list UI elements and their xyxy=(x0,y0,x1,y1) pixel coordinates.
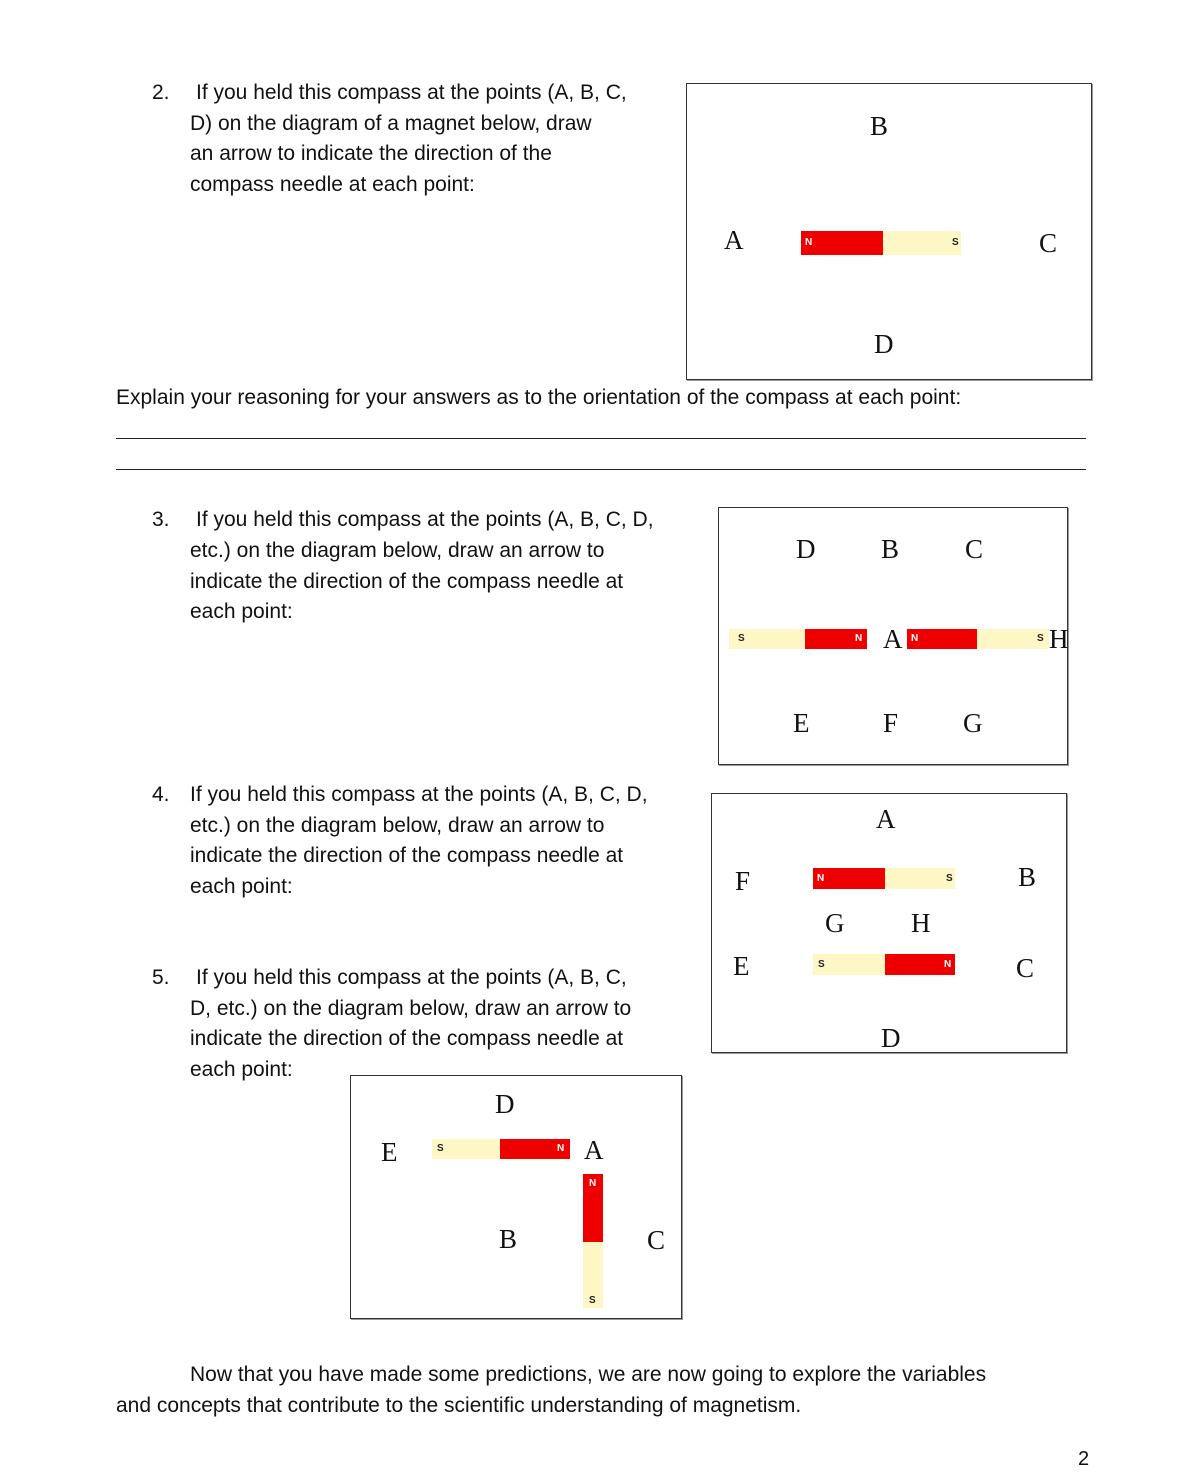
question-2-line-1: If you held this compass at the points (A, B, C, xyxy=(196,81,627,104)
question-5-number: 5. xyxy=(152,966,170,989)
question-4-line-1: If you held this compass at the points (A, B, C, D, xyxy=(190,783,648,806)
north-pole-label: N xyxy=(589,1178,597,1189)
question-2-number: 2. xyxy=(152,81,170,104)
point-a-label: A xyxy=(584,1135,604,1165)
south-pole-label: S xyxy=(1037,633,1044,644)
point-h-label: H xyxy=(911,908,931,938)
explain-prompt: Explain your reasoning for your answers as to the orientation of the compass at each point: xyxy=(116,386,962,409)
north-pole-label: N xyxy=(805,237,813,248)
south-pole-label: S xyxy=(589,1295,596,1306)
left-bar-magnet xyxy=(729,629,867,649)
question-2-line-2: D) on the diagram of a magnet below, draw xyxy=(190,112,592,135)
point-d-label: D xyxy=(881,1023,901,1053)
magnet-south-half xyxy=(883,231,961,255)
point-c-label: C xyxy=(965,534,984,564)
point-f-label: F xyxy=(735,866,751,896)
bar-magnet xyxy=(801,231,961,255)
north-pole-label: N xyxy=(855,633,863,644)
point-g-label: G xyxy=(825,908,845,938)
answer-line-2[interactable] xyxy=(116,469,1086,470)
question-2-diagram xyxy=(686,83,1092,380)
south-pole-label: S xyxy=(437,1143,444,1154)
closing-line-1: Now that you have made some predictions, we are now going to explore the variables xyxy=(190,1363,987,1386)
question-5-line-1: If you held this compass at the points (A, B, C, xyxy=(196,966,627,989)
south-pole-label: S xyxy=(818,959,825,970)
page-number: 2 xyxy=(1078,1448,1090,1470)
point-e-label: E xyxy=(381,1137,398,1167)
question-4-diagram xyxy=(711,793,1067,1053)
point-d-label: D xyxy=(796,534,816,564)
north-pole-label: N xyxy=(944,959,952,970)
south-pole-label: S xyxy=(952,237,959,248)
answer-line-1[interactable] xyxy=(116,438,1086,439)
point-b-label: B xyxy=(1018,862,1037,892)
magnet-south-half xyxy=(885,868,955,889)
point-g-label: G xyxy=(963,708,983,738)
north-pole-label: N xyxy=(911,633,919,644)
question-3-line-3: indicate the direction of the compass needle at xyxy=(190,570,624,593)
point-c-label: C xyxy=(1016,953,1035,983)
top-bar-magnet xyxy=(813,868,955,889)
closing-line-2: and concepts that contribute to the scientific understanding of magnetism. xyxy=(116,1394,802,1417)
question-3-line-2: etc.) on the diagram below, draw an arrow to xyxy=(190,539,605,562)
point-d-label: D xyxy=(495,1089,515,1119)
question-5-line-3: indicate the direction of the compass needle at xyxy=(190,1027,624,1050)
point-a-label: A xyxy=(883,624,903,654)
question-5-line-2: D, etc.) on the diagram below, draw an arrow to xyxy=(190,997,632,1020)
question-4-line-2: etc.) on the diagram below, draw an arrow to xyxy=(190,814,605,837)
horizontal-bar-magnet xyxy=(432,1139,570,1159)
question-3-number: 3. xyxy=(152,508,170,531)
question-5-diagram xyxy=(350,1075,682,1319)
question-3-line-4: each point: xyxy=(190,600,293,623)
bottom-bar-magnet xyxy=(813,954,955,975)
point-b-label: B xyxy=(499,1224,518,1254)
point-a-label: A xyxy=(724,225,744,255)
point-b-label: B xyxy=(870,111,889,141)
vertical-bar-magnet xyxy=(583,1174,603,1308)
question-2-line-3: an arrow to indicate the direction of the xyxy=(190,142,552,165)
question-4-line-4: each point: xyxy=(190,875,293,898)
point-c-label: C xyxy=(1039,228,1058,258)
north-pole-label: N xyxy=(557,1143,565,1154)
point-c-label: C xyxy=(647,1225,666,1255)
point-e-label: E xyxy=(793,708,810,738)
question-5-line-4: each point: xyxy=(190,1058,293,1081)
point-a-label: A xyxy=(876,804,896,834)
south-pole-label: S xyxy=(738,633,745,644)
south-pole-label: S xyxy=(946,873,953,884)
question-3-line-1: If you held this compass at the points (A, B, C, D, xyxy=(196,508,654,531)
point-h-label: H xyxy=(1049,624,1069,654)
question-4-line-3: indicate the direction of the compass needle at xyxy=(190,844,624,867)
question-2-line-4: compass needle at each point: xyxy=(190,173,475,196)
question-4-number: 4. xyxy=(152,783,170,806)
right-bar-magnet xyxy=(907,629,1049,649)
point-b-label: B xyxy=(881,534,900,564)
point-d-label: D xyxy=(874,329,894,359)
point-f-label: F xyxy=(883,708,899,738)
magnet-north-half xyxy=(801,231,883,255)
north-pole-label: N xyxy=(817,873,825,884)
point-e-label: E xyxy=(733,951,750,981)
question-3-diagram xyxy=(718,507,1068,765)
